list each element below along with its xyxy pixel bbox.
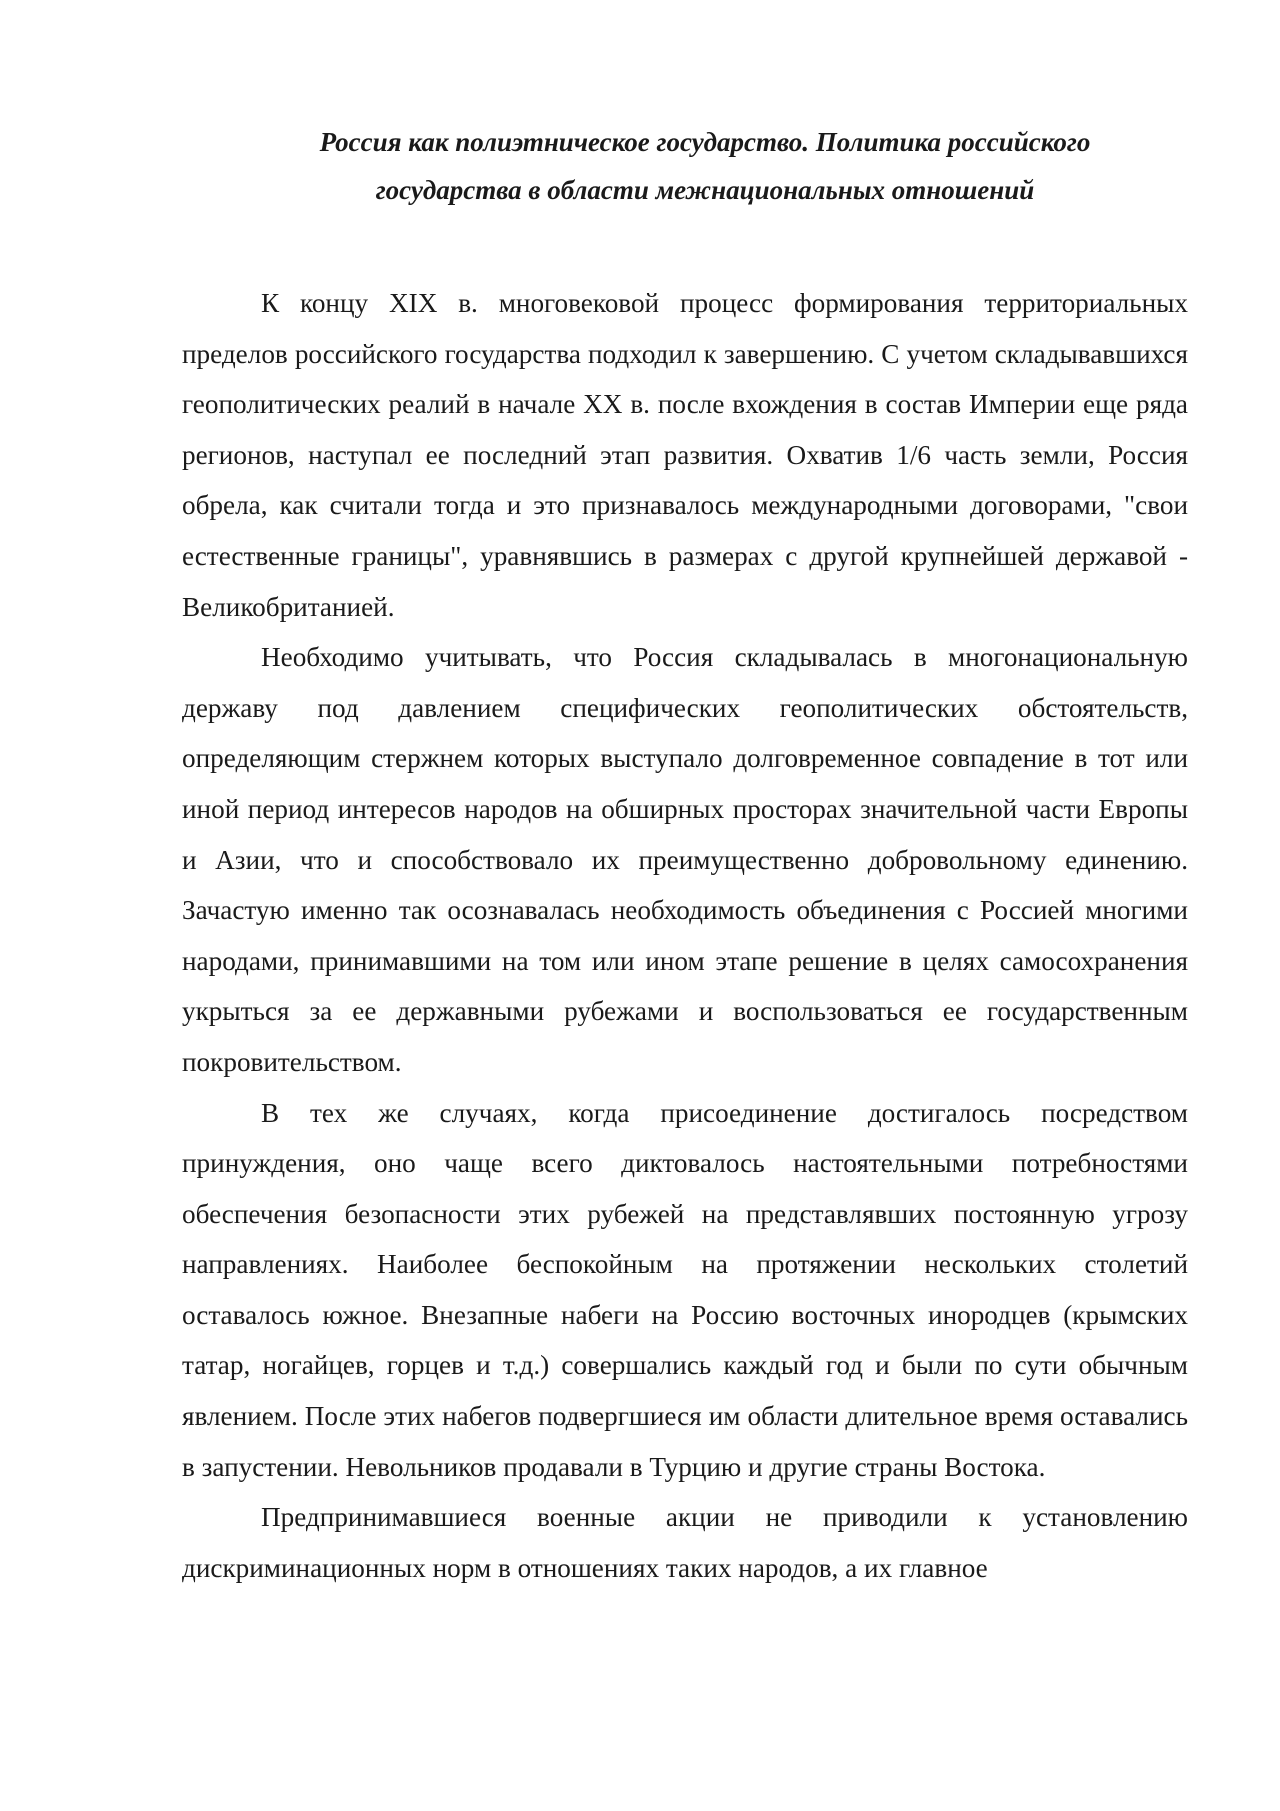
paragraph-4: Предпринимавшиеся военные акции не приводили к установлению дискриминационных норм в отношениях таких народов, а их главное xyxy=(182,1502,1188,1583)
paragraph-3: В тех же случаях, когда присоединение достигалось посредством принуждения, оно чаще всего диктовалось настоятельными потребностями обеспечения безопасности этих рубежей на представлявших постоянную угрозу направлениях. Наиболее беспокойным на протяжении нескольких столетий оставалось южное. Внезапные набеги на Россию восточных инородцев (крымских татар, ногайцев, горцев и т.д.) совершались каждый год и были по сути обычным явлением. После этих набегов подвергшиеся им области длительное время оставались в запустении. Невольников продавали в Турцию и другие страны Востока. xyxy=(182,1097,1188,1482)
title-line-2: государства в области межнациональных отношений xyxy=(375,175,1035,205)
title-line-1: Россия как полиэтническое государство. Политика российского xyxy=(319,127,1091,157)
paragraph-1: К концу XIX в. многовековой процесс формирования территориальных пределов российского государства подходил к завершению. С учетом складывавшихся геополитических реалий в начале XX в. после вхождения в состав Империи еще ряда регионов, наступал ее последний этап развития. Охватив 1/6 часть земли, Россия обрела, как считали тогда и это признавалось международными договорами, "свои естественные границы", уравнявшись в размерах с другой крупнейшей державой - Великобританией. xyxy=(182,288,1188,622)
document-title xyxy=(182,118,1188,214)
paragraph-2: Необходимо учитывать, что Россия складывалась в многонациональную державу под давлением специфических геополитических обстоятельств, определяющим стержнем которых выступало долговременное совпадение в тот или иной период интересов народов на обширных просторах значительной части Европы и Азии, что и способствовало их преимущественно добровольному единению. Зачастую именно так осознавалась необходимость объединения с Россией многими народами, принимавшими на том или ином этапе решение в целях самосохранения укрыться за ее державными рубежами и воспользоваться ее государственным покровительством. xyxy=(182,642,1188,1077)
